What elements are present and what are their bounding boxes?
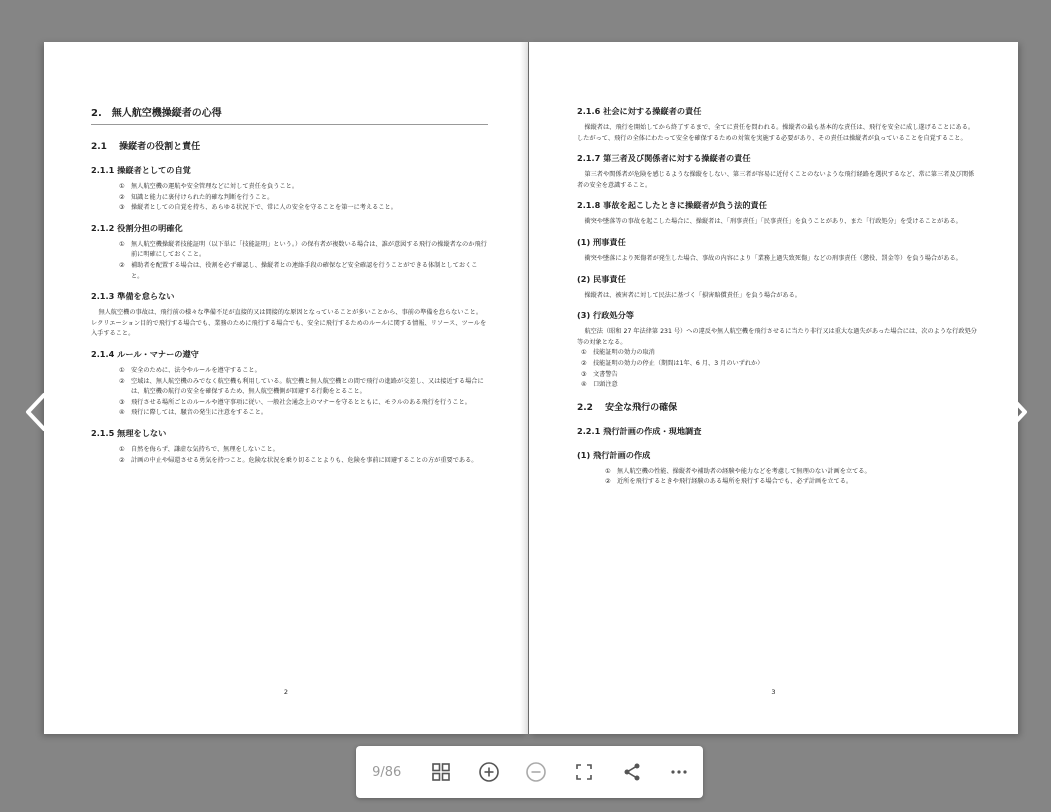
subsection-heading: 2.1.4 ルール・マナーの遵守 xyxy=(91,348,199,359)
subsection-heading: 2.1.7 第三者及び関係者に対する操縦者の責任 xyxy=(577,153,751,164)
list-item: ② 技能証明の効力の停止（期間は1年、6 月、3 月のいずれか） xyxy=(581,359,764,367)
numbered-list xyxy=(119,240,488,282)
zoom-out-icon xyxy=(525,761,547,783)
more-options-button[interactable] xyxy=(655,746,703,798)
list-item: ③ 文書警告 xyxy=(581,370,618,378)
zoom-in-button[interactable] xyxy=(465,746,513,798)
subsection-heading: 2.1.6 社会に対する操縦者の責任 xyxy=(577,106,702,116)
list-item: ② 補助者を配置する場合は、役割を必ず確認し、操縦者との連絡手段の確保など安全確認を行うことができる体制としておくこと。 xyxy=(119,261,478,280)
next-page-button[interactable] xyxy=(1003,392,1031,432)
list-item: ① 無人航空機の性能、操縦者や補助者の経験や能力などを考慮して無理のない計画を立てる。 xyxy=(605,467,871,475)
chevron-right-icon xyxy=(1003,392,1031,432)
zoom-in-icon xyxy=(478,761,500,783)
chapter-heading: 2. 無人航空機操縦者の心得 xyxy=(91,104,488,125)
paragraph: 衝突や墜落等の事故を起こした場合に、操縦者は、「刑事責任」「民事責任」を負うことがあり、また「行政処分」を受けることがある。 xyxy=(584,218,962,226)
viewer-toolbar xyxy=(356,746,703,798)
numbered-list xyxy=(605,467,980,488)
share-button[interactable] xyxy=(608,746,656,798)
list-item: ④ 飛行に際しては、騒音の発生に注意をすること。 xyxy=(119,409,268,417)
zoom-out-button[interactable] xyxy=(513,746,561,798)
fullscreen-icon xyxy=(574,762,594,782)
section-heading: 2.2 安全な飛行の確保 xyxy=(577,402,678,413)
thumbnails-button[interactable] xyxy=(417,746,465,798)
subsection-heading: 2.1.8 事故を起こしたときに操縦者が負う法的責任 xyxy=(577,200,767,211)
list-item: ③ 飛行させる場所ごとのルールや遵守事項に従い、一般社会通念上のマナーを守るとともに、モラルのある飛行を行うこと。 xyxy=(119,398,471,406)
page-number: 3 xyxy=(771,688,776,696)
more-icon xyxy=(669,762,689,782)
list-item: ② 近所を飛行するときや飛行経験のある場所を飛行する場合でも、必ず計画を立てる。 xyxy=(605,478,853,486)
page-number: 2 xyxy=(283,688,289,696)
list-item: ② 空域は、無人航空機のみでなく航空機も利用している。航空機と無人航空機との間で飛行の進路が交差し、又は接近する場合には、航空機の航行の安全を確保するため、無人航空機側が回避する行動をとること。 xyxy=(119,377,484,396)
subsection-heading: 2.1.2 役割分担の明確化 xyxy=(91,222,183,233)
paragraph: 操縦者は、飛行を開始してから終了するまで、全てに責任を問われる。操縦者の最も基本的な責任は、飛行を安全に成し遂げることにある。したがって、飛行の全体にわたって安全を確保するための対策を実施する必要があり、その責任は操縦者が負っていることを自覚すること。 xyxy=(577,124,975,142)
subsection-heading: 2.1.1 操縦者としての自覚 xyxy=(91,165,191,175)
document-page-right xyxy=(529,42,1018,734)
list-item: ④ 口頭注意 xyxy=(581,381,618,389)
subsection-heading: (2) 民事責任 xyxy=(577,273,626,284)
paragraph: 第三者や関係者が危険を感じるような操縦をしない、第三者が容易に近付くことのないような飛行経路を選択するなど、常に第三者及び関係者の安全を意識すること。 xyxy=(577,171,975,189)
subsection-heading: (1) 刑事責任 xyxy=(577,236,626,247)
list-item: ③ 操縦者としての自覚を持ち、あらゆる状況下で、常に人の安全を守ることを第一に考えること。 xyxy=(119,204,397,212)
list-item: ② 知識と能力に裏付けられた的確な判断を行うこと。 xyxy=(119,193,274,201)
fullscreen-button[interactable] xyxy=(560,746,608,798)
document-page-left xyxy=(44,42,528,734)
list-item: ① 技能証明の効力の取消 xyxy=(581,349,655,357)
paragraph: 航空法（昭和 27 年法律第 231 号）への違反や無人航空機を飛行させるに当たり非行又は重大な過失があった場合には、次のような行政処分等の対象となる。 xyxy=(577,328,977,346)
list-item: ① 無人航空機の運航や安全管理などに対して責任を負うこと。 xyxy=(119,183,299,190)
previous-page-button[interactable] xyxy=(22,392,50,432)
subsection-heading: 2.2.1 飛行計画の作成・現地調査 xyxy=(577,425,702,436)
list-item: ② 計画の中止や帰還させる勇気を持つこと。危険な状況を乗り切ることよりも、危険を事前に回避することの方が重要である。 xyxy=(119,456,478,464)
numbered-list xyxy=(119,445,488,466)
subsection-heading: (1) 飛行計画の作成 xyxy=(577,449,651,460)
subsection-heading: 2.1.3 準備を怠らない xyxy=(91,291,175,302)
paragraph: 無人航空機の事故は、飛行前の様々な準備不足が直接的又は間接的な原因となっていることが多いことから、事前の準備を怠らないこと。レクリエーション目的で飛行する場合でも、業務のために飛行する場合でも、安全に飛行するためのルールに関する情報、リソース、ツールを入手すること。 xyxy=(91,309,487,338)
page-counter: 9/86 xyxy=(372,764,402,780)
list-item: ① 自然を侮らず、謙虚な気持ちで、無理をしないこと。 xyxy=(119,445,279,453)
chevron-left-icon xyxy=(22,392,50,432)
subsection-heading: (3) 行政処分等 xyxy=(577,310,634,321)
grid-icon xyxy=(431,762,451,782)
subsection-heading: 2.1.5 無理をしない xyxy=(91,427,167,438)
numbered-list xyxy=(119,182,488,214)
paragraph: 操縦者は、被害者に対して民法に基づく「損害賠償責任」を負う場合がある。 xyxy=(584,291,801,299)
section-heading: 2.1 操縦者の役割と責任 xyxy=(91,142,201,152)
numbered-list xyxy=(581,348,980,390)
numbered-list xyxy=(119,366,488,419)
share-icon xyxy=(622,762,642,782)
paragraph: 衝突や墜落により死傷者が発生した場合、事故の内容により「業務上過失致死傷」などの刑事責任（懲役、罰金等）を負う場合がある。 xyxy=(584,254,962,262)
list-item: ① 無人航空機操縦者技能証明（以下単に「技能証明」という。）の保有者が複数いる場合は、誰が意図する飛行の操縦者なのか飛行前に明確にしておくこと。 xyxy=(119,240,487,259)
list-item: ① 安全のために、法令やルールを遵守すること。 xyxy=(119,366,261,374)
